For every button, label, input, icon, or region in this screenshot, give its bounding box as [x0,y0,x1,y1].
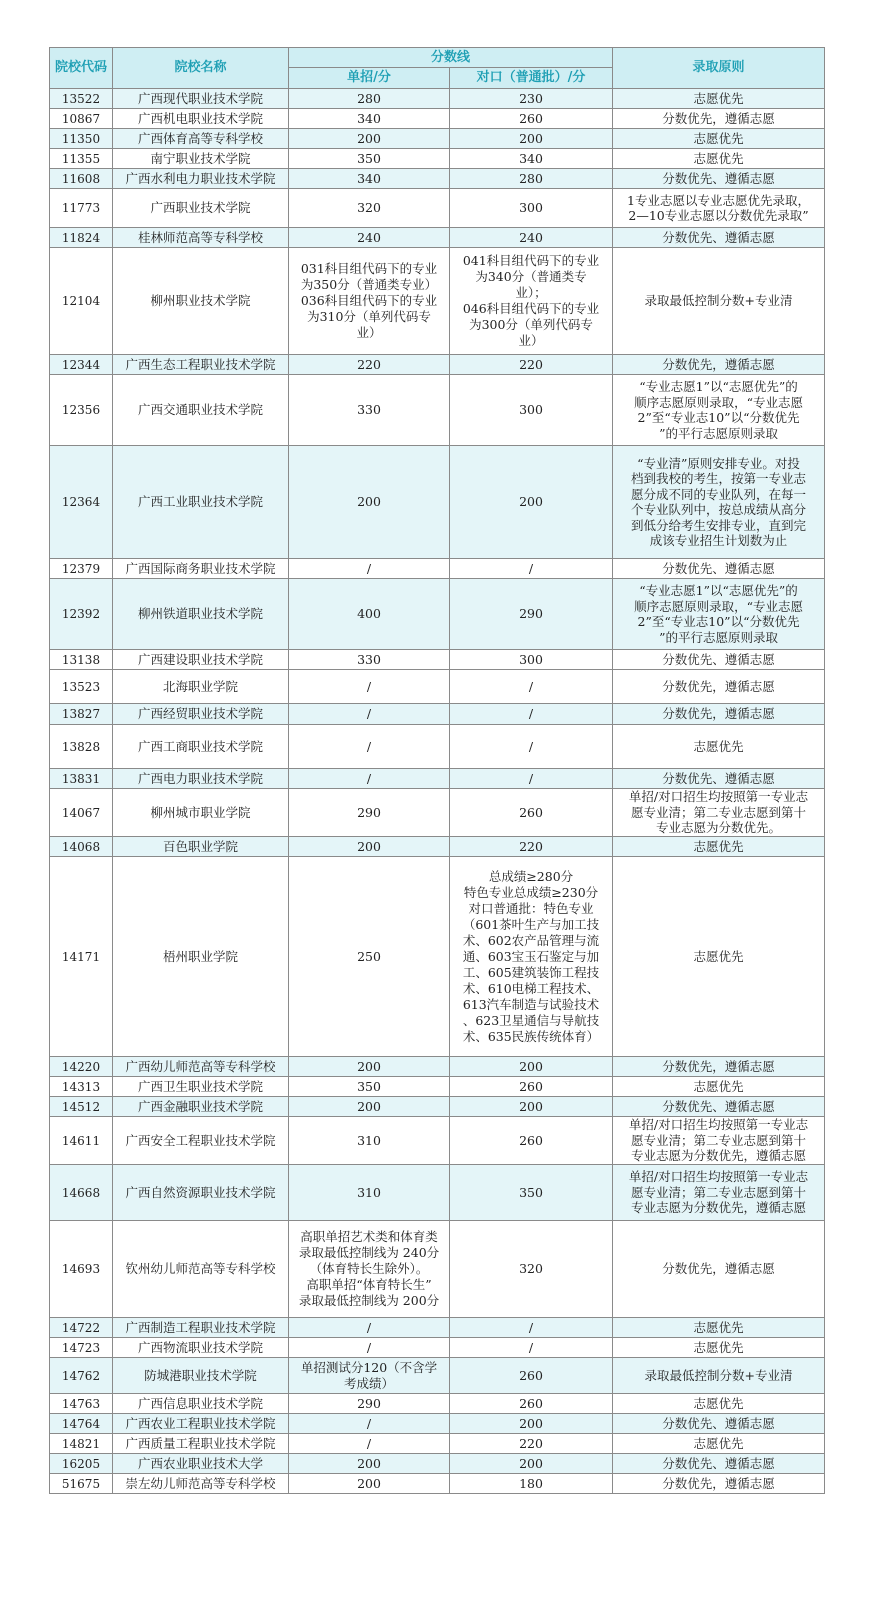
table-row [50,1097,825,1117]
cell-name: 南宁职业技术学院 [113,149,289,169]
cell-danzhao: 350 [289,149,450,169]
cell-name: 北海职业学院 [113,670,289,704]
cell-principle: 志愿优先 [613,1434,825,1454]
cell-name: 广西制造工程职业技术学院 [113,1318,289,1338]
cell-principle: 志愿优先 [613,837,825,857]
cell-principle: 志愿优先 [613,149,825,169]
cell-code: 11773 [50,189,113,228]
cell-principle: 单招/对口招生均按照第一专业志 愿专业清；第二专业志愿到第十 专业志愿为分数优先。 [613,789,825,837]
cell-principle: 分数优先、遵循志愿 [613,650,825,670]
table-row [50,375,825,446]
table-row [50,89,825,109]
table-row [50,789,825,837]
cell-principle: 志愿优先 [613,1338,825,1358]
cell-danzhao: 310 [289,1165,450,1221]
cell-duikou: 220 [450,1434,613,1454]
cell-name: 广西质量工程职业技术学院 [113,1434,289,1454]
cell-danzhao: 290 [289,1394,450,1414]
cell-code: 13827 [50,704,113,725]
cell-name: 柳州铁道职业技术学院 [113,579,289,650]
cell-name: 广西自然资源职业技术学院 [113,1165,289,1221]
cell-danzhao: 330 [289,375,450,446]
admission-score-table-container [49,47,824,1494]
cell-danzhao: 310 [289,1117,450,1165]
cell-principle: 分数优先，遵循志愿 [613,704,825,725]
cell-principle: 单招/对口招生均按照第一专业志 愿专业清；第二专业志愿到第十 专业志愿为分数优先，遵循志愿 [613,1117,825,1165]
cell-code: 14313 [50,1077,113,1097]
table-row [50,1454,825,1474]
cell-code: 14764 [50,1414,113,1434]
cell-danzhao: / [289,725,450,769]
table-row [50,1434,825,1454]
cell-danzhao: 320 [289,189,450,228]
cell-duikou: 260 [450,109,613,129]
table-row [50,1318,825,1338]
cell-code: 14722 [50,1318,113,1338]
table-row [50,559,825,579]
cell-code: 14693 [50,1221,113,1318]
table-row [50,1394,825,1414]
cell-duikou: 260 [450,1077,613,1097]
cell-principle: 录取最低控制分数+专业清 [613,248,825,355]
cell-principle: 志愿优先 [613,857,825,1057]
table-row [50,837,825,857]
cell-name: 广西国际商务职业技术学院 [113,559,289,579]
cell-danzhao: 280 [289,89,450,109]
cell-principle: 分数优先、遵循志愿 [613,169,825,189]
cell-duikou: 300 [450,375,613,446]
cell-danzhao: 200 [289,1454,450,1474]
cell-duikou: 350 [450,1165,613,1221]
table-row [50,1358,825,1394]
cell-code: 12356 [50,375,113,446]
cell-danzhao: / [289,1434,450,1454]
cell-principle: 分数优先、遵循志愿 [613,769,825,789]
cell-name: 防城港职业技术学院 [113,1358,289,1394]
cell-name: 柳州职业技术学院 [113,248,289,355]
cell-code: 14611 [50,1117,113,1165]
cell-code: 13522 [50,89,113,109]
cell-code: 12392 [50,579,113,650]
cell-principle: “专业清”原则安排专业。对投 档到我校的考生，按第一专业志 愿分成不同的专业队列，在每一 个专业队列中，按总成绩从高分 到低分给考生安排专业，直到完 成该专业招生计划数为止 [613,446,825,559]
cell-duikou: 260 [450,789,613,837]
cell-danzhao: / [289,704,450,725]
cell-duikou: / [450,769,613,789]
cell-danzhao: / [289,1338,450,1358]
cell-principle: 志愿优先 [613,1077,825,1097]
cell-name: 广西交通职业技术学院 [113,375,289,446]
table-row [50,169,825,189]
cell-principle: 分数优先，遵循志愿 [613,1474,825,1494]
cell-duikou: 320 [450,1221,613,1318]
table-row [50,704,825,725]
cell-principle: 志愿优先 [613,725,825,769]
cell-principle: 志愿优先 [613,1394,825,1414]
cell-name: 广西安全工程职业技术学院 [113,1117,289,1165]
cell-code: 16205 [50,1454,113,1474]
cell-name: 广西体育高等专科学校 [113,129,289,149]
header-danzhao: 单招/分 [289,68,450,89]
cell-principle: 录取最低控制分数+专业清 [613,1358,825,1394]
table-row [50,670,825,704]
cell-code: 11350 [50,129,113,149]
header-code: 院校代码 [50,48,113,89]
cell-duikou: 041科目组代码下的专业 为340分（普通类专 业）； 046科目组代码下的专业 为300分（单列代码专 业） [450,248,613,355]
cell-code: 14067 [50,789,113,837]
cell-code: 14821 [50,1434,113,1454]
header-score-line: 分数线 [289,48,613,68]
cell-danzhao: 031科目组代码下的专业 为350分（普通类专业） 036科目组代码下的专业 为310分（单列代码专 业） [289,248,450,355]
cell-danzhao: 200 [289,129,450,149]
table-body [50,89,825,1494]
cell-duikou: 180 [450,1474,613,1494]
table-header [50,48,825,89]
cell-name: 广西农业职业技术大学 [113,1454,289,1474]
cell-name: 广西机电职业技术学院 [113,109,289,129]
cell-danzhao: 200 [289,1057,450,1077]
cell-principle: 分数优先，遵循志愿 [613,355,825,375]
cell-danzhao: 单招测试分120（不含学 考成绩） [289,1358,450,1394]
cell-name: 广西金融职业技术学院 [113,1097,289,1117]
cell-name: 广西电力职业技术学院 [113,769,289,789]
cell-danzhao: 400 [289,579,450,650]
cell-danzhao: / [289,670,450,704]
cell-duikou: 220 [450,355,613,375]
cell-principle: 分数优先，遵循志愿 [613,109,825,129]
table-row [50,1165,825,1221]
table-row [50,1077,825,1097]
cell-principle: 分数优先、遵循志愿 [613,559,825,579]
cell-name: 广西生态工程职业技术学院 [113,355,289,375]
cell-duikou: 300 [450,650,613,670]
cell-duikou: 200 [450,1097,613,1117]
cell-principle: 分数优先、遵循志愿 [613,228,825,248]
cell-duikou: 220 [450,837,613,857]
cell-principle: “专业志愿1”以“志愿优先”的 顺序志愿原则录取，“专业志愿 2”至“专业志10”以“分数优先 ”的平行志愿原则录取 [613,375,825,446]
cell-duikou: 200 [450,1057,613,1077]
cell-name: 崇左幼儿师范高等专科学校 [113,1474,289,1494]
cell-code: 12344 [50,355,113,375]
cell-danzhao: 220 [289,355,450,375]
cell-code: 11824 [50,228,113,248]
cell-code: 14723 [50,1338,113,1358]
cell-code: 14762 [50,1358,113,1394]
cell-name: 钦州幼儿师范高等专科学校 [113,1221,289,1318]
cell-name: 广西信息职业技术学院 [113,1394,289,1414]
cell-danzhao: 200 [289,1097,450,1117]
cell-name: 梧州职业学院 [113,857,289,1057]
table-row [50,725,825,769]
table-row [50,248,825,355]
header-duikou: 对口（普通批）/分 [450,68,613,89]
cell-danzhao: 200 [289,837,450,857]
cell-duikou: / [450,704,613,725]
cell-danzhao: 330 [289,650,450,670]
table-row [50,650,825,670]
cell-duikou: 240 [450,228,613,248]
cell-name: 广西职业技术学院 [113,189,289,228]
cell-danzhao: 250 [289,857,450,1057]
cell-principle: 分数优先、遵循志愿 [613,1454,825,1474]
cell-code: 14068 [50,837,113,857]
table-row [50,446,825,559]
table-row [50,189,825,228]
cell-duikou: 200 [450,1414,613,1434]
table-row [50,1338,825,1358]
cell-principle: 分数优先、遵循志愿 [613,1414,825,1434]
table-row [50,109,825,129]
cell-code: 14512 [50,1097,113,1117]
table-row [50,149,825,169]
cell-principle: 志愿优先 [613,89,825,109]
table-row [50,769,825,789]
table-row [50,1117,825,1165]
cell-code: 14220 [50,1057,113,1077]
cell-code: 13831 [50,769,113,789]
table-row [50,579,825,650]
cell-code: 11355 [50,149,113,169]
cell-danzhao: / [289,559,450,579]
table-row [50,1221,825,1318]
table-row [50,355,825,375]
cell-code: 11608 [50,169,113,189]
header-principle: 录取原则 [613,48,825,89]
cell-principle: “专业志愿1”以“志愿优先”的 顺序志愿原则录取，“专业志愿 2”至“专业志10”以“分数优先 ”的平行志愿原则录取 [613,579,825,650]
cell-duikou: 200 [450,1454,613,1474]
cell-duikou: 200 [450,446,613,559]
cell-code: 14668 [50,1165,113,1221]
cell-name: 桂林师范高等专科学校 [113,228,289,248]
cell-code: 14763 [50,1394,113,1414]
cell-name: 柳州城市职业学院 [113,789,289,837]
cell-principle: 志愿优先 [613,1318,825,1338]
cell-duikou: 200 [450,129,613,149]
cell-danzhao: / [289,1318,450,1338]
table-row [50,228,825,248]
table-row [50,857,825,1057]
cell-code: 10867 [50,109,113,129]
cell-danzhao: / [289,769,450,789]
table-row [50,1474,825,1494]
cell-duikou: 300 [450,189,613,228]
cell-duikou: 260 [450,1394,613,1414]
cell-danzhao: 高职单招艺术类和体育类 录取最低控制线为 240分 （体育特长生除外）。 高职单招“体育特长生” 录取最低控制线为 200分 [289,1221,450,1318]
admission-score-table [49,47,825,1494]
cell-code: 14171 [50,857,113,1057]
cell-principle: 志愿优先 [613,129,825,149]
cell-danzhao: / [289,1414,450,1434]
cell-danzhao: 200 [289,446,450,559]
cell-name: 广西现代职业技术学院 [113,89,289,109]
cell-duikou: / [450,725,613,769]
cell-danzhao: 240 [289,228,450,248]
header-name: 院校名称 [113,48,289,89]
cell-duikou: 280 [450,169,613,189]
cell-duikou: 340 [450,149,613,169]
cell-duikou: 260 [450,1117,613,1165]
cell-code: 13828 [50,725,113,769]
cell-name: 广西建设职业技术学院 [113,650,289,670]
cell-name: 广西卫生职业技术学院 [113,1077,289,1097]
table-row [50,1414,825,1434]
cell-duikou: 230 [450,89,613,109]
cell-principle: 分数优先，遵循志愿 [613,670,825,704]
cell-code: 12104 [50,248,113,355]
cell-name: 广西经贸职业技术学院 [113,704,289,725]
cell-duikou: 总成绩≥280分 特色专业总成绩≥230分 对口普通批：特色专业 （601茶叶生产与加工技 术、602农产品管理与流 通、603宝玉石鉴定与加 工、605建筑装饰工程技 术、610电梯工程技术、 613汽车制造与试验技术 、623卫星通信与导航技 术、635民族传统体育） [450,857,613,1057]
cell-principle: 分数优先，遵循志愿 [613,1057,825,1077]
cell-duikou: / [450,559,613,579]
cell-duikou: / [450,670,613,704]
cell-name: 广西幼儿师范高等专科学校 [113,1057,289,1077]
cell-duikou: 290 [450,579,613,650]
cell-principle: 单招/对口招生均按照第一专业志 愿专业清；第二专业志愿到第十 专业志愿为分数优先，遵循志愿 [613,1165,825,1221]
cell-name: 广西农业工程职业技术学院 [113,1414,289,1434]
cell-duikou: / [450,1338,613,1358]
cell-name: 百色职业学院 [113,837,289,857]
cell-principle: 分数优先，遵循志愿 [613,1221,825,1318]
cell-name: 广西工商职业技术学院 [113,725,289,769]
table-row [50,129,825,149]
cell-code: 13523 [50,670,113,704]
cell-name: 广西工业职业技术学院 [113,446,289,559]
cell-name: 广西水利电力职业技术学院 [113,169,289,189]
table-row [50,1057,825,1077]
cell-code: 13138 [50,650,113,670]
cell-name: 广西物流职业技术学院 [113,1338,289,1358]
cell-duikou: / [450,1318,613,1338]
cell-code: 12379 [50,559,113,579]
cell-danzhao: 200 [289,1474,450,1494]
cell-danzhao: 340 [289,109,450,129]
cell-danzhao: 340 [289,169,450,189]
cell-principle: 1专业志愿以专业志愿优先录取， 2—10专业志愿以分数优先录取” [613,189,825,228]
cell-code: 51675 [50,1474,113,1494]
cell-code: 12364 [50,446,113,559]
cell-danzhao: 290 [289,789,450,837]
cell-duikou: 260 [450,1358,613,1394]
cell-danzhao: 350 [289,1077,450,1097]
cell-principle: 分数优先、遵循志愿 [613,1097,825,1117]
